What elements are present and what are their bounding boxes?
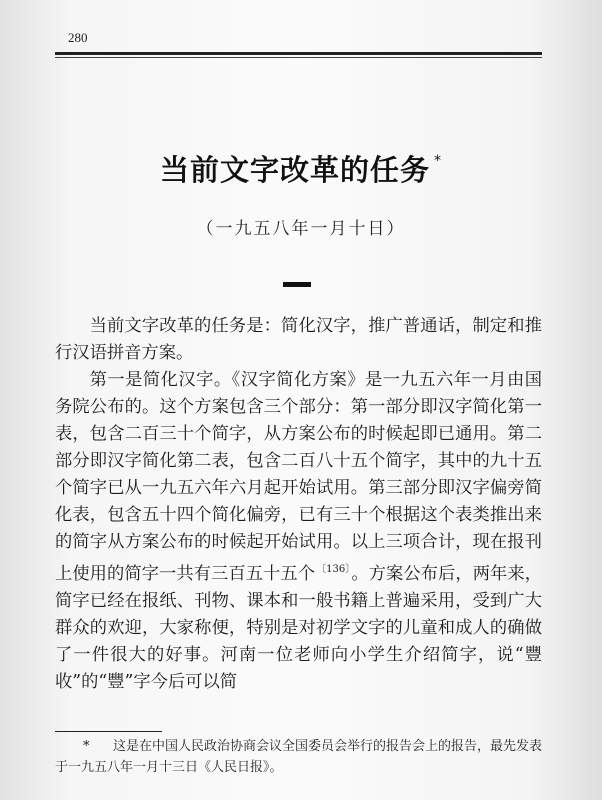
paragraph-2-part-2: 。方案公布后，两年来，简字已经在报纸、刊物、课本和一般书籍上普遍采用，受到广大群众的欢迎，大家称便，特别是对初学文字的儿童和成人的确做了一件很大的好事。河南一位老师向小学生介绍简字，说“豐收”的“豐”字今后可以简 (55, 564, 542, 692)
title-footnote-marker: * (434, 153, 442, 170)
paragraph-2-part-1: 第一是简化汉字。《汉字简化方案》是一九五六年一月由国务院公布的。这个方案包含三个部分：第一部分即汉字简化第一表，包含二百三十个简字，从方案公布的时候起即已通用。第二部分即汉字简化第二表，包含二百八十五个简字，其中的九十五个简字已从一九五六年六月起开始试用。第三部分即汉字偏旁简化表，包含五十四个简化偏旁，已有三十个根据这个表类推出来的简字从方案公布的时候起开始试用。以上三项合计，现在报刊上使用的简字一共有三百五十五个 (55, 370, 542, 584)
article-body (55, 313, 542, 696)
endnote-reference: 〔136〕 (316, 564, 351, 575)
footnote-marker: * (83, 739, 90, 754)
paragraph-1: 当前文字改革的任务是：简化汉字，推广普通话，制定和推行汉语拼音方案。 (55, 316, 542, 363)
section-number-one (283, 282, 311, 287)
page-number: 280 (68, 30, 88, 45)
footnote-rule (55, 731, 162, 732)
header-rule-thin (55, 57, 542, 58)
header-rule-thick (55, 52, 542, 55)
paragraph-2 (55, 367, 542, 696)
article-date: （一九五八年一月十日） (196, 219, 406, 239)
article-title (0, 148, 602, 189)
article-title-text: 当前文字改革的任务 (159, 153, 430, 187)
footnote (55, 736, 542, 778)
footnote-text: 这是在中国人民政治协商会议全国委员会举行的报告会上的报告，最先发表于一九五八年一月十三日《人民日报》。 (55, 739, 543, 775)
